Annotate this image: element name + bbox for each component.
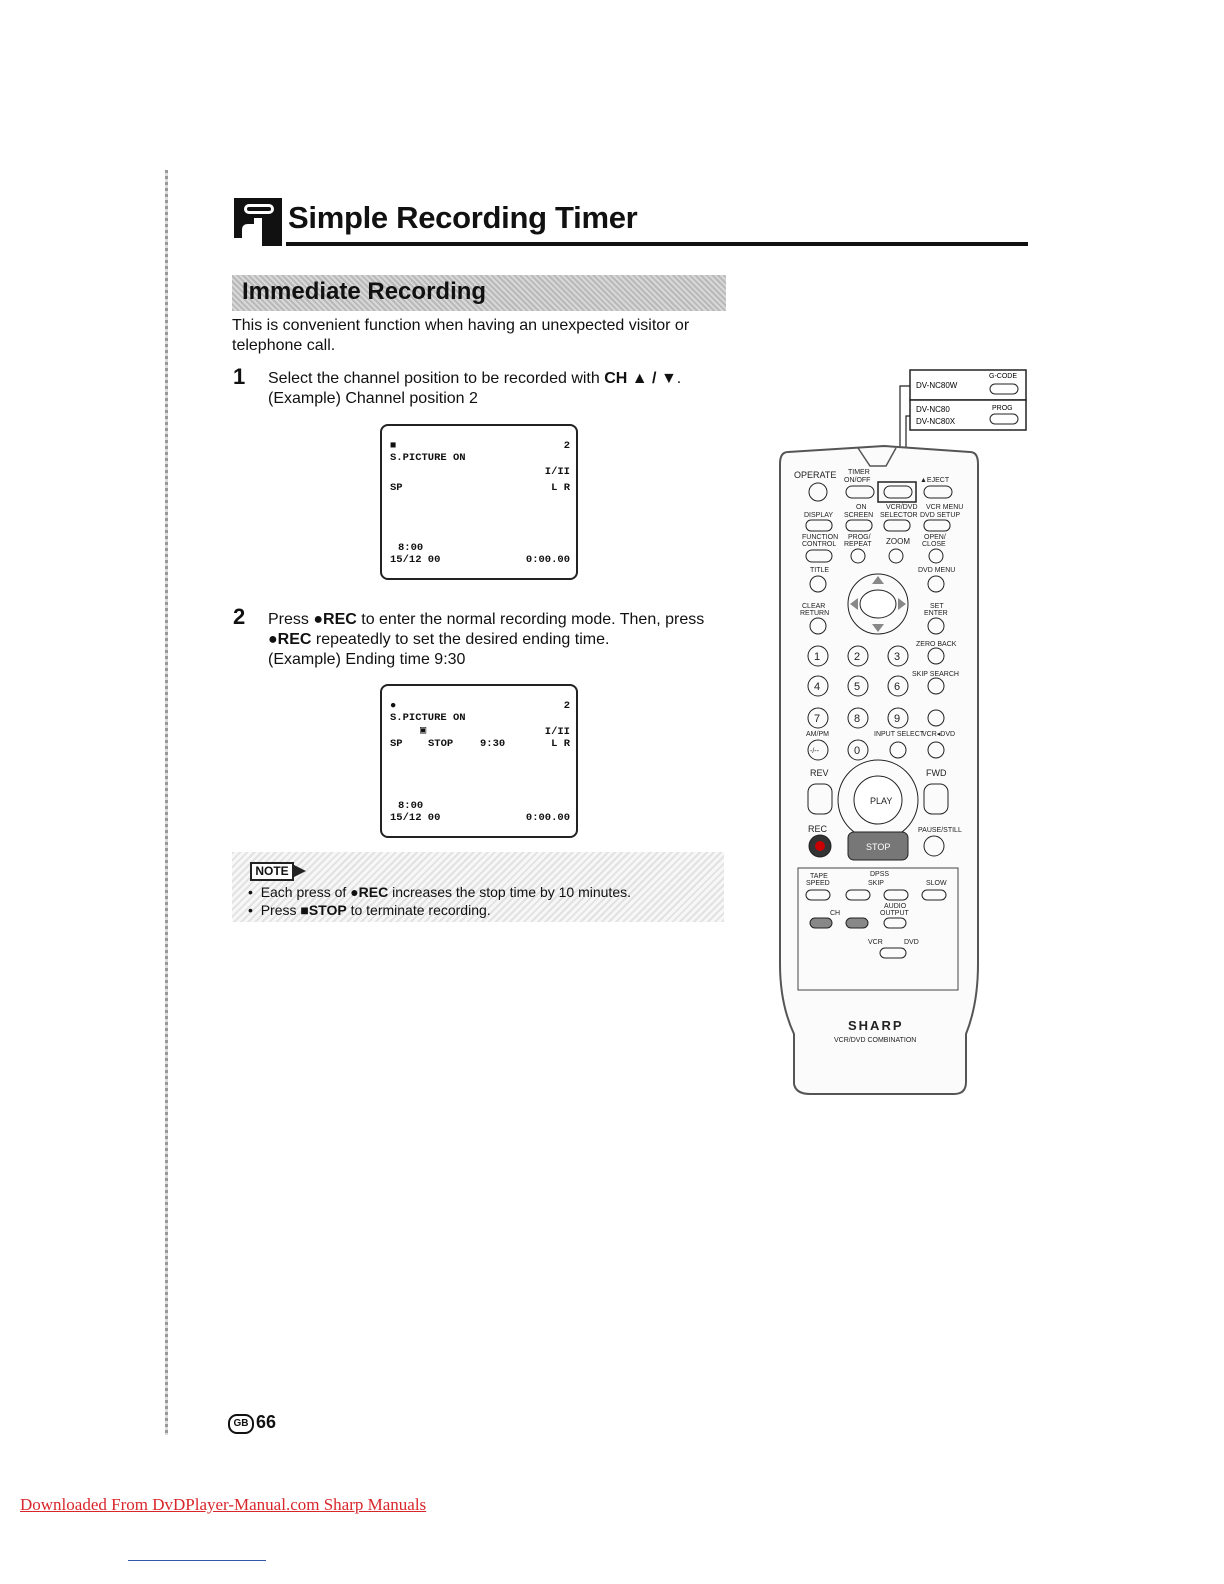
- intro-text: This is convenient function when having an unexpected visitor or telephone call.: [232, 317, 690, 354]
- note-bullet-2: • Press ■STOP to terminate recording.: [248, 902, 491, 918]
- osd2-counter: 0:00.00: [525, 812, 570, 824]
- label-screen: SCREEN: [844, 512, 874, 519]
- note-1-pre: Each press of: [260, 884, 351, 900]
- page-number-value: 66: [256, 1412, 277, 1432]
- step-1-example: (Example) Channel position 2: [268, 390, 478, 407]
- note-tag: NOTE: [250, 862, 294, 881]
- label-close: CLOSE: [922, 541, 946, 548]
- title-rule: [286, 242, 1028, 246]
- label-skip: SKIP: [868, 880, 884, 887]
- step-2-pre: Press: [268, 611, 314, 628]
- label-selector: SELECTOR: [880, 512, 918, 519]
- footer-rule: [128, 1560, 266, 1561]
- step-2-key: ●REC: [313, 611, 357, 628]
- osd1-time: 8:00: [398, 542, 424, 554]
- step-1-number: 1: [233, 364, 246, 389]
- osd1-lr: L R: [551, 482, 570, 494]
- label-audio: AUDIO: [884, 903, 907, 910]
- label-zero-back: ZERO BACK: [916, 641, 957, 648]
- osd1-speed: SP: [390, 482, 403, 494]
- label-ampm: AM/PM: [806, 731, 829, 738]
- label-dvd-menu: DVD MENU: [918, 567, 956, 574]
- ch-down-button: [810, 918, 832, 928]
- key-6-label: 6: [894, 681, 901, 693]
- label-vcr: VCR: [868, 939, 883, 946]
- osd2-mark: ●: [390, 700, 397, 712]
- binding-edge: [165, 170, 168, 1435]
- osd-screen-1: [380, 424, 578, 580]
- label-timer-onoff: ON/OFF: [844, 477, 871, 484]
- key-9-label: 9: [894, 713, 901, 725]
- osd2-time: 8:00: [398, 800, 424, 812]
- step-2-example: (Example) Ending time 9:30: [268, 651, 466, 668]
- page-title: Simple Recording Timer: [288, 200, 638, 235]
- label-function: FUNCTION: [802, 534, 839, 541]
- osd2-picture: S.PICTURE ON: [390, 712, 466, 724]
- rec-dot-icon: [815, 841, 825, 851]
- label-speed: SPEED: [806, 880, 830, 887]
- label-dvd: DVD: [904, 939, 919, 946]
- brand-logo: SHARP: [848, 1018, 904, 1033]
- key-3-label: 3: [894, 651, 901, 663]
- label-open: OPEN/: [924, 534, 946, 541]
- label-skip-search: SKIP SEARCH: [912, 671, 959, 678]
- label-tape: TAPE: [810, 873, 828, 880]
- label-play: PLAY: [870, 796, 893, 806]
- osd1-picture: S.PICTURE ON: [390, 452, 466, 464]
- label-vcrdvd: VCR/DVD: [886, 504, 918, 511]
- step-1-line1: [268, 369, 728, 389]
- note-2-pre: Press: [260, 902, 301, 918]
- label-prog: PROG/: [848, 534, 871, 541]
- label-slow: SLOW: [926, 880, 947, 887]
- model-2-name: DV-NC80: [916, 405, 950, 414]
- label-dvd-setup: DVD SETUP: [920, 512, 961, 519]
- step-1-text: [268, 369, 728, 409]
- key-2-label: 2: [854, 651, 861, 663]
- label-on: ON: [856, 504, 867, 511]
- region-badge: GB: [228, 1414, 254, 1434]
- label-vcr-menu: VCR MENU: [926, 504, 964, 511]
- nav-center-button: [860, 590, 896, 618]
- key-8-label: 8: [854, 713, 861, 725]
- osd1-mark: ■: [390, 440, 397, 452]
- key-7-label: 7: [814, 713, 821, 725]
- step-2-line2: [268, 630, 728, 650]
- osd2-lr: L R: [551, 738, 570, 750]
- step-2-key2: ●REC: [268, 631, 312, 648]
- step-2-post: to enter the normal recording mode. Then, press: [356, 611, 705, 628]
- note-2-key: ■STOP: [300, 902, 347, 918]
- osd1-audio-mode: I/II: [544, 466, 570, 478]
- note-arrow-icon: [292, 864, 306, 878]
- step-1-pre: Select the channel position to be recorded with: [268, 370, 605, 387]
- label-enter: ENTER: [924, 610, 948, 617]
- section-title: Immediate Recording: [242, 278, 487, 305]
- note-bullet-1: • Each press of ●REC increases the stop time by 10 minutes.: [248, 884, 631, 900]
- label-fwd: FWD: [926, 768, 947, 778]
- label-set: SET: [930, 603, 944, 610]
- key-0-label: 0: [854, 745, 861, 757]
- osd2-speed: SP: [390, 738, 403, 750]
- label-stop: STOP: [866, 842, 891, 852]
- label-output: OUTPUT: [880, 910, 909, 917]
- note-1-post: increases the stop time by 10 minutes.: [388, 884, 631, 900]
- brand-subtitle: VCR/DVD COMBINATION: [834, 1037, 917, 1044]
- label-vcr-dvd: VCR◂DVD: [922, 731, 956, 738]
- model-2-name-b: DV-NC80X: [916, 417, 956, 426]
- label-rec: REC: [808, 824, 828, 834]
- osd2-stop-label: STOP: [428, 738, 454, 750]
- step-1-key: CH ▲ / ▼: [604, 370, 677, 387]
- timer-hand-icon: [232, 196, 284, 248]
- dash-key-label: -/--: [810, 748, 819, 755]
- key-5-label: 5: [854, 681, 861, 693]
- key-1-label: 1: [814, 651, 821, 663]
- download-source-link[interactable]: Downloaded From DvDPlayer-Manual.com Sharp Manuals: [20, 1495, 427, 1514]
- label-repeat: REPEAT: [844, 541, 872, 548]
- step-2-text: [268, 610, 728, 670]
- note-1-key: ●REC: [350, 884, 389, 900]
- step-2-number: 2: [233, 604, 246, 629]
- label-ch: CH: [830, 910, 841, 917]
- label-title: TITLE: [810, 567, 830, 574]
- osd2-stop-time: 9:30: [480, 738, 506, 750]
- label-return: RETURN: [800, 610, 830, 617]
- osd2-timer-icon: ▣: [420, 725, 427, 737]
- osd1-channel: 2: [563, 440, 570, 452]
- label-rev: REV: [810, 768, 829, 778]
- label-zoom: ZOOM: [886, 537, 910, 546]
- osd2-channel: 2: [563, 700, 570, 712]
- remote-control-illustration: [774, 364, 1034, 1099]
- label-eject: ▲EJECT: [920, 477, 950, 484]
- note-2-post: to terminate recording.: [346, 902, 491, 918]
- step-2-post2: repeatedly to set the desired ending time.: [311, 631, 610, 648]
- label-input-select: INPUT SELECT: [874, 731, 925, 738]
- label-clear: CLEAR: [802, 603, 826, 610]
- osd-screen-2: [380, 684, 578, 838]
- osd2-date: 15/12 00: [390, 812, 441, 824]
- ch-up-button: [846, 918, 868, 928]
- osd1-counter: 0:00.00: [525, 554, 570, 566]
- key-4-label: 4: [814, 681, 821, 693]
- label-pause: PAUSE/STILL: [918, 827, 962, 834]
- model-1-name: DV-NC80W: [916, 381, 958, 390]
- label-control: CONTROL: [802, 541, 837, 548]
- label-operate: OPERATE: [794, 470, 837, 480]
- osd1-date: 15/12 00: [390, 554, 441, 566]
- page-number: [228, 1412, 276, 1434]
- label-timer: TIMER: [848, 469, 870, 476]
- model-2-button-label: PROG: [992, 405, 1013, 412]
- osd2-audio-mode: I/II: [544, 726, 570, 738]
- step-2-line1: [268, 610, 728, 630]
- model-1-button-label: G-CODE: [989, 373, 1017, 380]
- step-1-post: .: [676, 370, 682, 387]
- label-dpss: DPSS: [870, 871, 890, 878]
- label-display: DISPLAY: [804, 512, 834, 519]
